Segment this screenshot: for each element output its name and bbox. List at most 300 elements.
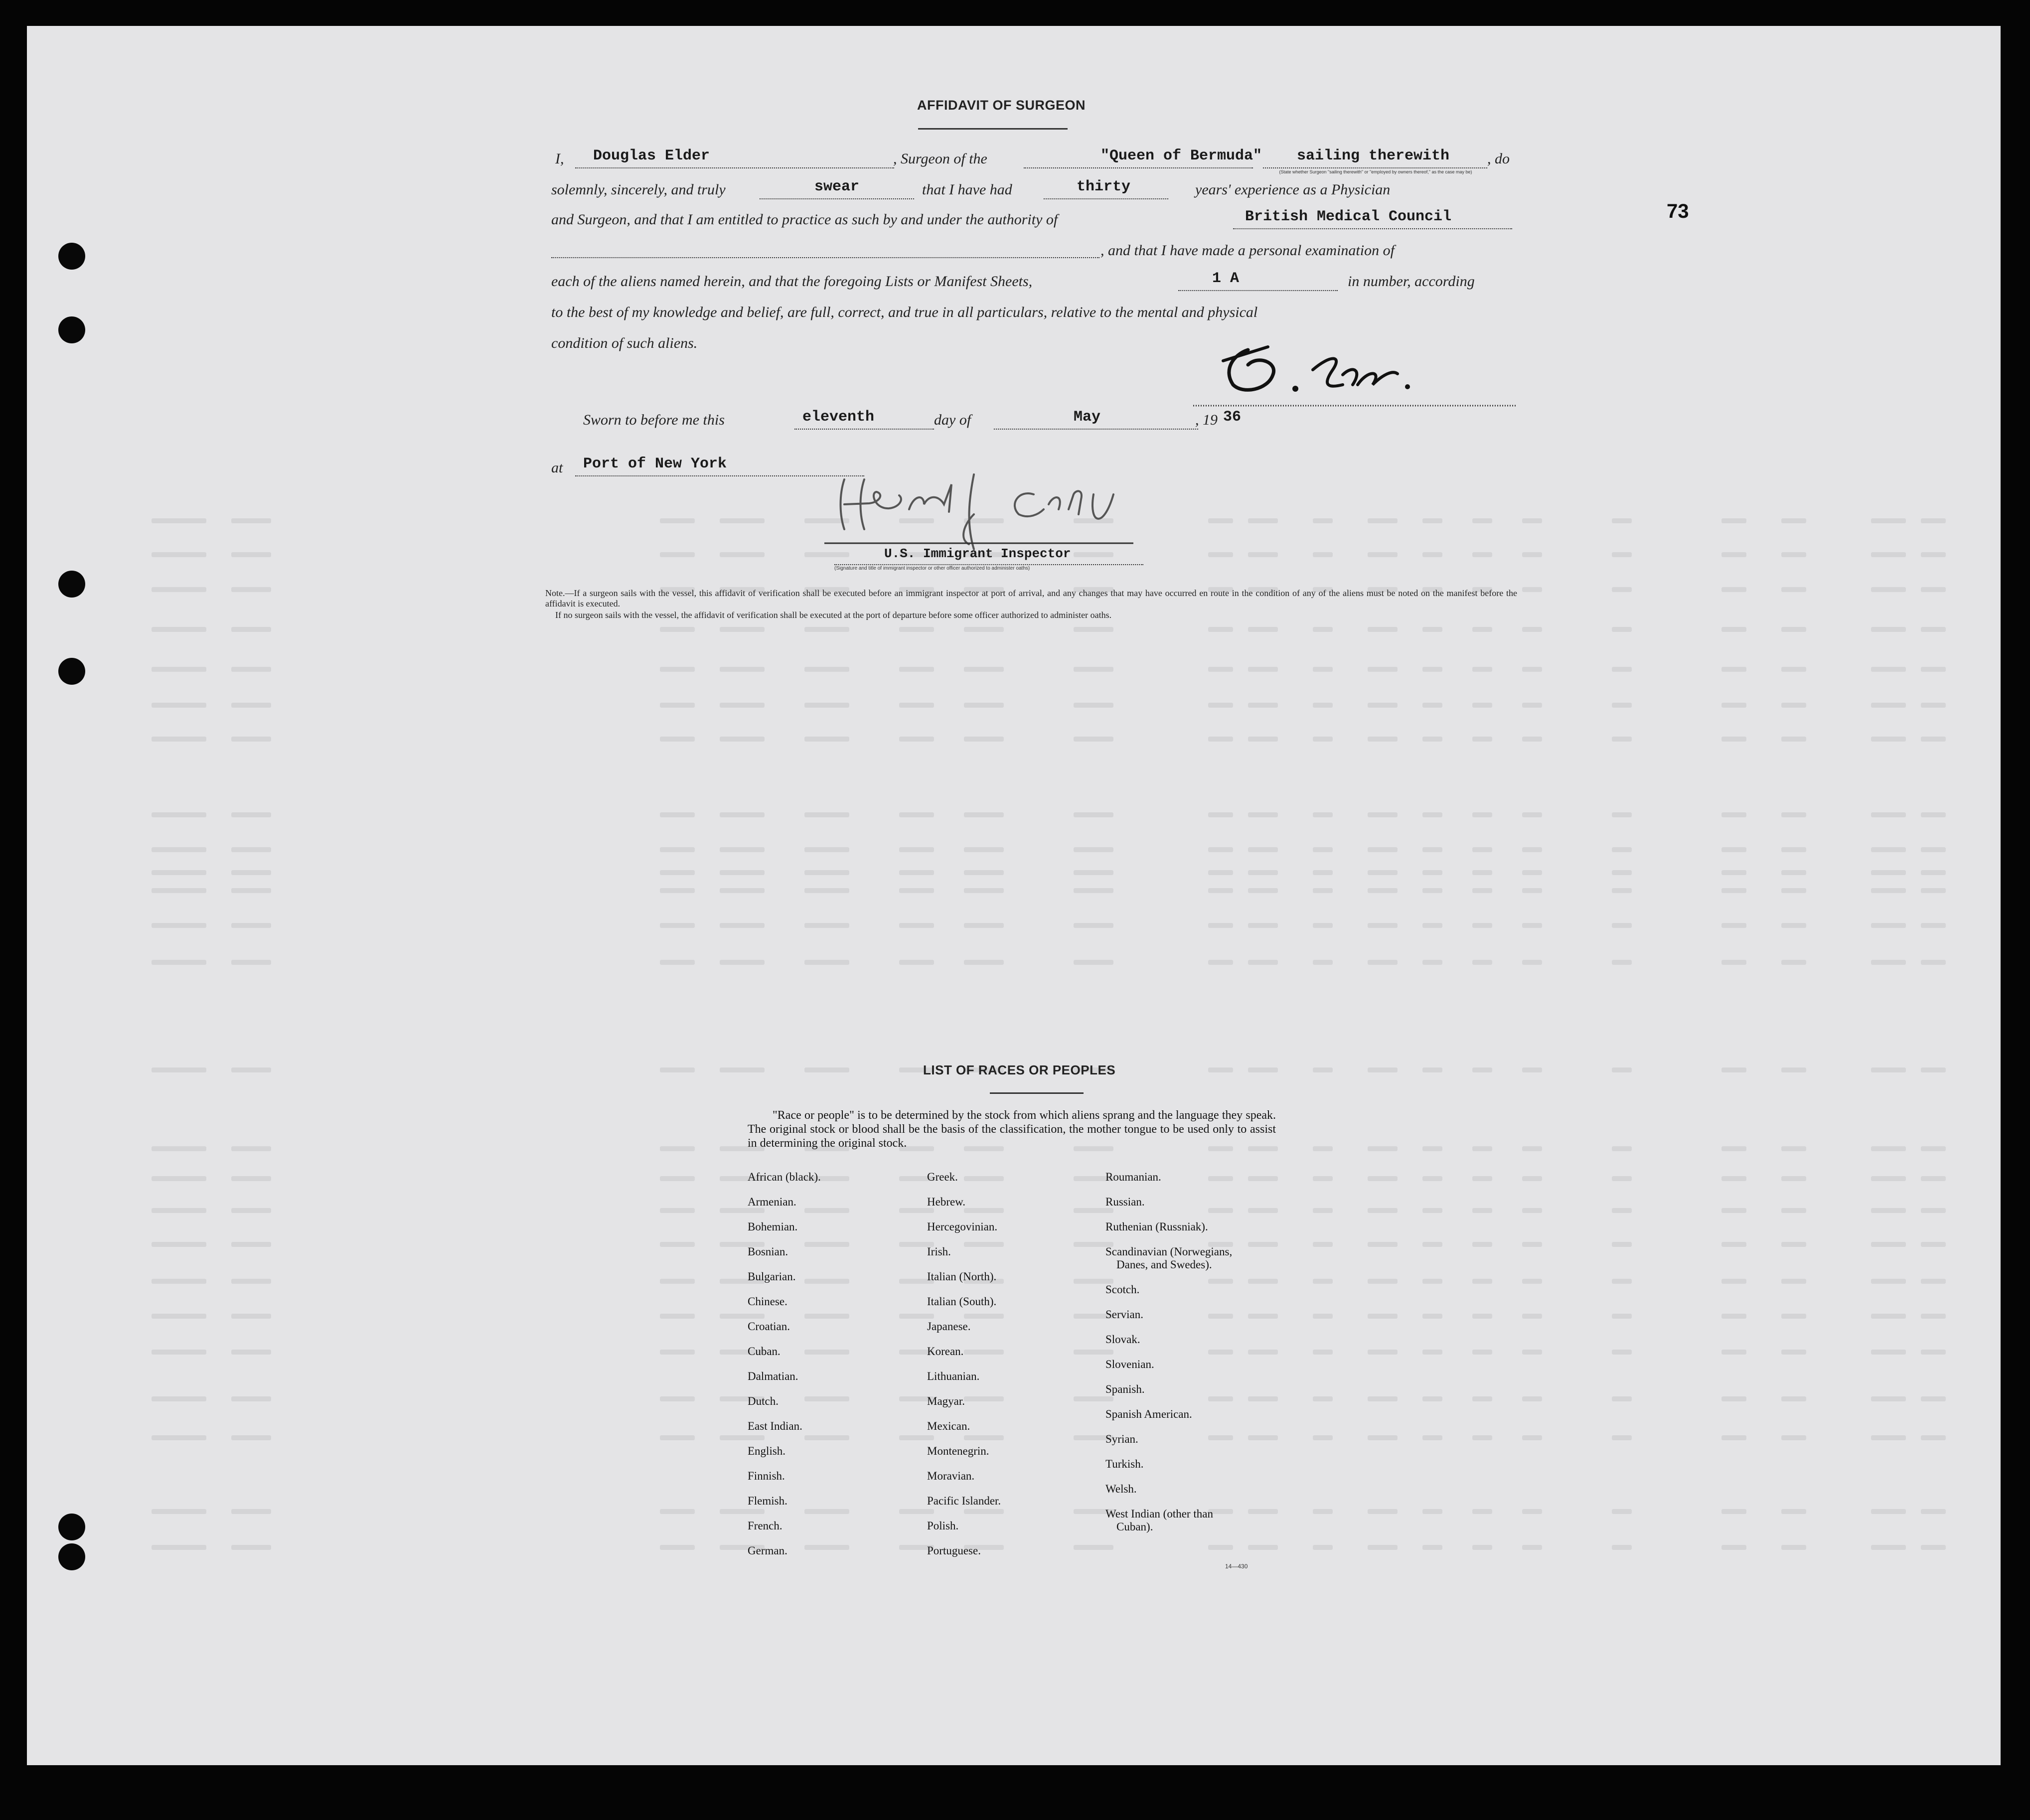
bleed-mark [1313,1435,1333,1440]
bleed-mark [1522,888,1542,893]
bleed-mark [1248,1396,1278,1401]
bleed-mark [1368,847,1398,852]
line7: condition of such aliens. [551,335,698,351]
bleed-mark [1612,1545,1632,1550]
bleed-mark [1522,1435,1542,1440]
blank-line [575,475,864,476]
bleed-mark [1472,812,1492,817]
form-number: 14—430 [1225,1563,1248,1570]
bleed-mark [1248,1176,1278,1181]
bleed-mark [804,703,849,708]
bleed-mark [1368,627,1398,632]
bleed-mark [1781,1545,1806,1550]
bleed-mark [1612,587,1632,592]
bleed-mark [1472,737,1492,742]
bleed-mark [1612,1509,1632,1514]
bleed-mark [1721,888,1746,893]
bleed-mark [899,960,934,965]
sworn-year: 36 [1223,409,1242,426]
bleed-mark [1248,1279,1278,1284]
bleed-mark [1368,1146,1398,1151]
bleed-mark [1781,1314,1806,1319]
bleed-mark [660,737,695,742]
bleed-mark [1871,1208,1906,1213]
bleed-mark [1313,812,1333,817]
bleed-mark [1074,812,1113,817]
bleed-mark [1074,960,1113,965]
bleed-mark [720,870,765,875]
bleed-mark [1921,1545,1946,1550]
bleed-mark [1313,847,1333,852]
blank-line [1263,167,1487,168]
bleed-mark [1472,1146,1492,1151]
bleed-mark [1721,1242,1746,1247]
bleed-mark [231,1279,271,1284]
bleed-mark [1248,1242,1278,1247]
bleed-mark [1921,667,1946,672]
bleed-mark [804,812,849,817]
bleed-mark [1721,1545,1746,1550]
bleed-mark [1208,667,1233,672]
sworn-month: May [1074,409,1101,426]
bleed-mark [1612,1314,1632,1319]
bleed-mark [964,1208,1004,1213]
bleed-mark [804,1279,849,1284]
bleed-mark [1871,1396,1906,1401]
bleed-mark [1368,812,1398,817]
bleed-mark [231,1435,271,1440]
bleed-mark [1871,1176,1906,1181]
bleed-mark [720,518,765,523]
bleed-mark [152,888,206,893]
bleed-mark [899,888,934,893]
race-entry: Bulgarian. [748,1270,796,1283]
race-entry: Servian. [1105,1308,1144,1321]
bleed-mark [231,552,271,557]
bleed-mark [1612,923,1632,928]
bleed-mark [231,1545,271,1550]
bleed-mark [152,1279,206,1284]
line6: to the best of my knowledge and belief, are full, correct, and true in all particulars, relative to the mental and physical [551,304,1258,320]
bleed-mark [1871,587,1906,592]
bleed-mark [1612,1242,1632,1247]
bleed-mark [1921,1146,1946,1151]
bleed-mark [1871,552,1906,557]
bleed-mark [152,627,206,632]
bleed-mark [964,888,1004,893]
bleed-mark [804,627,849,632]
bleed-mark [660,923,695,928]
bleed-mark [1522,1176,1542,1181]
bleed-mark [1781,552,1806,557]
bleed-mark [1422,888,1442,893]
binder-hole [58,1543,85,1570]
blank-line [994,429,1198,430]
years-experience: thirty [1077,178,1131,195]
blank-line [575,167,894,168]
blank-line [551,257,1099,258]
blank-line [760,198,914,199]
bleed-mark [1368,1242,1398,1247]
bleed-mark [1208,847,1233,852]
bleed-mark [1248,1545,1278,1550]
bleed-mark [1522,1314,1542,1319]
bleed-mark [1208,1435,1233,1440]
bleed-mark [804,1350,849,1355]
bleed-mark [152,870,206,875]
oath-verb: swear [814,178,860,195]
bleed-mark [1208,1279,1233,1284]
race-entry: Armenian. [748,1196,796,1208]
bleed-mark [1422,1314,1442,1319]
bleed-mark [1368,1509,1398,1514]
bleed-mark [1208,518,1233,523]
bleed-mark [1368,667,1398,672]
race-entry: Cuban. [748,1345,781,1358]
bleed-mark [1248,812,1278,817]
surgeon-of-label: , Surgeon of the [893,151,987,167]
sailing-note: (State whether Surgeon "sailing therewith" or "employed by owners thereof," as the case may be) [1279,169,1472,174]
bleed-mark [1721,587,1746,592]
bleed-mark [720,1509,765,1514]
race-entry: Italian (North). [927,1270,997,1283]
bleed-mark [1472,1396,1492,1401]
bleed-mark [1472,552,1492,557]
bleed-mark [660,847,695,852]
bleed-mark [231,1350,271,1355]
bleed-mark [964,1242,1004,1247]
binder-hole [58,316,85,343]
bleed-mark [1522,1067,1542,1072]
bleed-mark [1721,1435,1746,1440]
bleed-mark [660,812,695,817]
bleed-mark [152,1396,206,1401]
race-entry: East Indian. [748,1420,802,1432]
race-entry: Flemish. [748,1495,787,1507]
bleed-mark [1472,847,1492,852]
bleed-mark [1368,1314,1398,1319]
inspector-caption: (Signature and title of immigrant inspector or other officer authorized to administer oaths) [834,566,1030,571]
bleed-mark [1422,667,1442,672]
authority: British Medical Council [1245,208,1452,225]
bleed-mark [1472,1279,1492,1284]
bleed-mark [1208,870,1233,875]
bleed-mark [899,737,934,742]
race-entry: Scotch. [1105,1283,1140,1296]
affidavit-title: AFFIDAVIT OF SURGEON [917,98,1086,113]
bleed-mark [1871,518,1906,523]
bleed-mark [660,1435,695,1440]
bleed-mark [1422,1067,1442,1072]
bleed-mark [1871,1350,1906,1355]
bleed-mark [1248,703,1278,708]
bleed-mark [1208,960,1233,965]
bleed-mark [1781,1396,1806,1401]
blank-line [1233,228,1512,229]
bleed-mark [720,1067,765,1072]
bleed-mark [1074,627,1113,632]
bleed-mark [804,847,849,852]
bleed-mark [899,1314,934,1319]
bleed-mark [1368,923,1398,928]
race-entry: Hebrew. [927,1196,966,1208]
bleed-mark [1313,627,1333,632]
race-entry: Lithuanian. [927,1370,980,1382]
bleed-mark [1921,627,1946,632]
bleed-mark [1422,1435,1442,1440]
inspector-signature [824,464,1143,554]
bleed-mark [1313,888,1333,893]
bleed-mark [1472,1314,1492,1319]
bleed-mark [231,587,271,592]
inspector-title: U.S. Immigrant Inspector [884,546,1071,561]
at-label: at [551,459,563,476]
bleed-mark [1313,1545,1333,1550]
bleed-mark [720,1208,765,1213]
race-entry: Turkish. [1105,1458,1144,1470]
bleed-mark [1781,627,1806,632]
bleed-mark [720,667,765,672]
bleed-mark [804,1314,849,1319]
bleed-mark [1368,737,1398,742]
manifest-sheets: 1 A [1212,270,1240,287]
bleed-mark [1248,1314,1278,1319]
bleed-mark [1721,667,1746,672]
bleed-mark [1921,737,1946,742]
bleed-mark [1871,667,1906,672]
bleed-mark [1612,552,1632,557]
bleed-mark [1248,1208,1278,1213]
bleed-mark [964,1350,1004,1355]
bleed-mark [1612,703,1632,708]
bleed-mark [1208,888,1233,893]
bleed-mark [1612,737,1632,742]
bleed-mark [660,1314,695,1319]
bleed-mark [1522,923,1542,928]
race-entry: Irish. [927,1245,951,1258]
bleed-mark [1871,1279,1906,1284]
bleed-mark [720,960,765,965]
bleed-mark [1248,888,1278,893]
bleed-mark [1313,1350,1333,1355]
race-entry: Magyar. [927,1395,965,1407]
bleed-mark [1074,888,1113,893]
bleed-mark [1781,888,1806,893]
bleed-mark [964,1435,1004,1440]
binder-hole [58,571,85,598]
bleed-mark [660,1176,695,1181]
bleed-mark [1313,518,1333,523]
bleed-mark [964,812,1004,817]
bleed-mark [660,667,695,672]
bleed-mark [1781,518,1806,523]
bleed-mark [231,1146,271,1151]
bleed-mark [660,1350,695,1355]
bleed-mark [1313,1208,1333,1213]
bleed-mark [1368,552,1398,557]
bleed-mark [1313,737,1333,742]
bleed-mark [1248,552,1278,557]
bleed-mark [1522,703,1542,708]
bleed-mark [1313,1279,1333,1284]
bleed-mark [1721,1176,1746,1181]
bleed-mark [152,667,206,672]
bleed-mark [231,812,271,817]
bleed-mark [152,960,206,965]
bleed-mark [1472,518,1492,523]
bleed-mark [1368,1176,1398,1181]
bleed-mark [964,847,1004,852]
binder-hole [58,658,85,685]
race-entry: German. [748,1544,787,1557]
race-entry: Spanish. [1105,1383,1145,1395]
bleed-mark [1422,960,1442,965]
bleed-mark [1472,870,1492,875]
bleed-mark [1721,847,1746,852]
bleed-mark [899,870,934,875]
bleed-mark [1522,518,1542,523]
blank-line [1178,290,1338,291]
bleed-mark [660,1242,695,1247]
bleed-mark [231,870,271,875]
race-entry: Moravian. [927,1470,975,1482]
bleed-mark [1871,1146,1906,1151]
bleed-mark [720,812,765,817]
bleed-mark [899,627,934,632]
bleed-mark [1721,518,1746,523]
bleed-mark [231,1314,271,1319]
bleed-mark [152,1435,206,1440]
bleed-mark [231,960,271,965]
bleed-mark [1248,1509,1278,1514]
bleed-mark [1921,1509,1946,1514]
bleed-mark [1522,1509,1542,1514]
bleed-mark [1781,1509,1806,1514]
bleed-mark [1522,1350,1542,1355]
bleed-mark [1313,1242,1333,1247]
i-label: I, [555,151,564,167]
bleed-mark [1074,870,1113,875]
bleed-mark [1074,737,1113,742]
bleed-mark [1313,1396,1333,1401]
bleed-mark [1472,960,1492,965]
bleed-mark [1368,518,1398,523]
bleed-mark [1208,627,1233,632]
bleed-mark [1921,1176,1946,1181]
bleed-mark [1781,1242,1806,1247]
bleed-mark [1208,703,1233,708]
bleed-mark [1208,1176,1233,1181]
bleed-mark [1871,870,1906,875]
sworn-day: eleventh [802,409,875,426]
bleed-mark [152,587,206,592]
bleed-mark [1612,1067,1632,1072]
race-entry: Cuban). [1116,1520,1153,1533]
bleed-mark [231,1509,271,1514]
bleed-mark [1208,1545,1233,1550]
race-entry: Dutch. [748,1395,779,1407]
bleed-mark [1781,703,1806,708]
bleed-mark [1871,812,1906,817]
bleed-mark [1422,1350,1442,1355]
bleed-mark [964,1396,1004,1401]
bleed-mark [1522,870,1542,875]
race-entry: Dalmatian. [748,1370,798,1382]
bleed-mark [964,923,1004,928]
race-entry: Polish. [927,1519,959,1532]
race-entry: French. [748,1519,782,1532]
bleed-mark [660,870,695,875]
race-entry: Roumanian. [1105,1171,1161,1183]
bleed-mark [720,1435,765,1440]
bleed-mark [1921,1242,1946,1247]
bleed-mark [1208,1314,1233,1319]
bleed-mark [231,518,271,523]
bleed-mark [1208,1350,1233,1355]
bleed-mark [1871,1314,1906,1319]
bleed-mark [152,518,206,523]
bleed-mark [231,737,271,742]
bleed-mark [1921,587,1946,592]
bleed-mark [1472,1509,1492,1514]
bleed-mark [804,960,849,965]
bleed-mark [1074,1350,1113,1355]
line2-c: years' experience as a Physician [1195,181,1391,198]
bleed-mark [899,1435,934,1440]
bleed-mark [1522,847,1542,852]
races-underline [990,1092,1084,1094]
bleed-mark [1074,703,1113,708]
bleed-mark [231,627,271,632]
bleed-mark [1921,1396,1946,1401]
bleed-mark [1781,1208,1806,1213]
bleed-mark [152,552,206,557]
bleed-mark [1472,1350,1492,1355]
bleed-mark [720,888,765,893]
bleed-mark [1522,1279,1542,1284]
bleed-mark [660,1067,695,1072]
bleed-mark [1472,1176,1492,1181]
bleed-mark [1248,627,1278,632]
race-entry: Welsh. [1105,1483,1137,1495]
bleed-mark [1074,923,1113,928]
bleed-mark [1313,703,1333,708]
bleed-mark [1721,1146,1746,1151]
bleed-mark [1781,1146,1806,1151]
sworn-c: , 19 [1195,412,1218,428]
bleed-mark [1612,1208,1632,1213]
blank-line [1024,167,1253,168]
sworn-a: Sworn to before me this [583,412,725,428]
bleed-mark [1313,667,1333,672]
line2-b: that I have had [922,181,1012,198]
bleed-mark [152,923,206,928]
bleed-mark [1612,1435,1632,1440]
bleed-mark [1208,1067,1233,1072]
bleed-mark [964,737,1004,742]
bleed-mark [660,1146,695,1151]
bleed-mark [1921,847,1946,852]
bleed-mark [1074,1396,1113,1401]
bleed-mark [660,552,695,557]
bleed-mark [1422,518,1442,523]
bleed-mark [1612,1146,1632,1151]
bleed-mark [720,737,765,742]
race-entry: Montenegrin. [927,1445,989,1457]
bleed-mark [1313,923,1333,928]
bleed-mark [1368,1067,1398,1072]
bleed-mark [1248,960,1278,965]
